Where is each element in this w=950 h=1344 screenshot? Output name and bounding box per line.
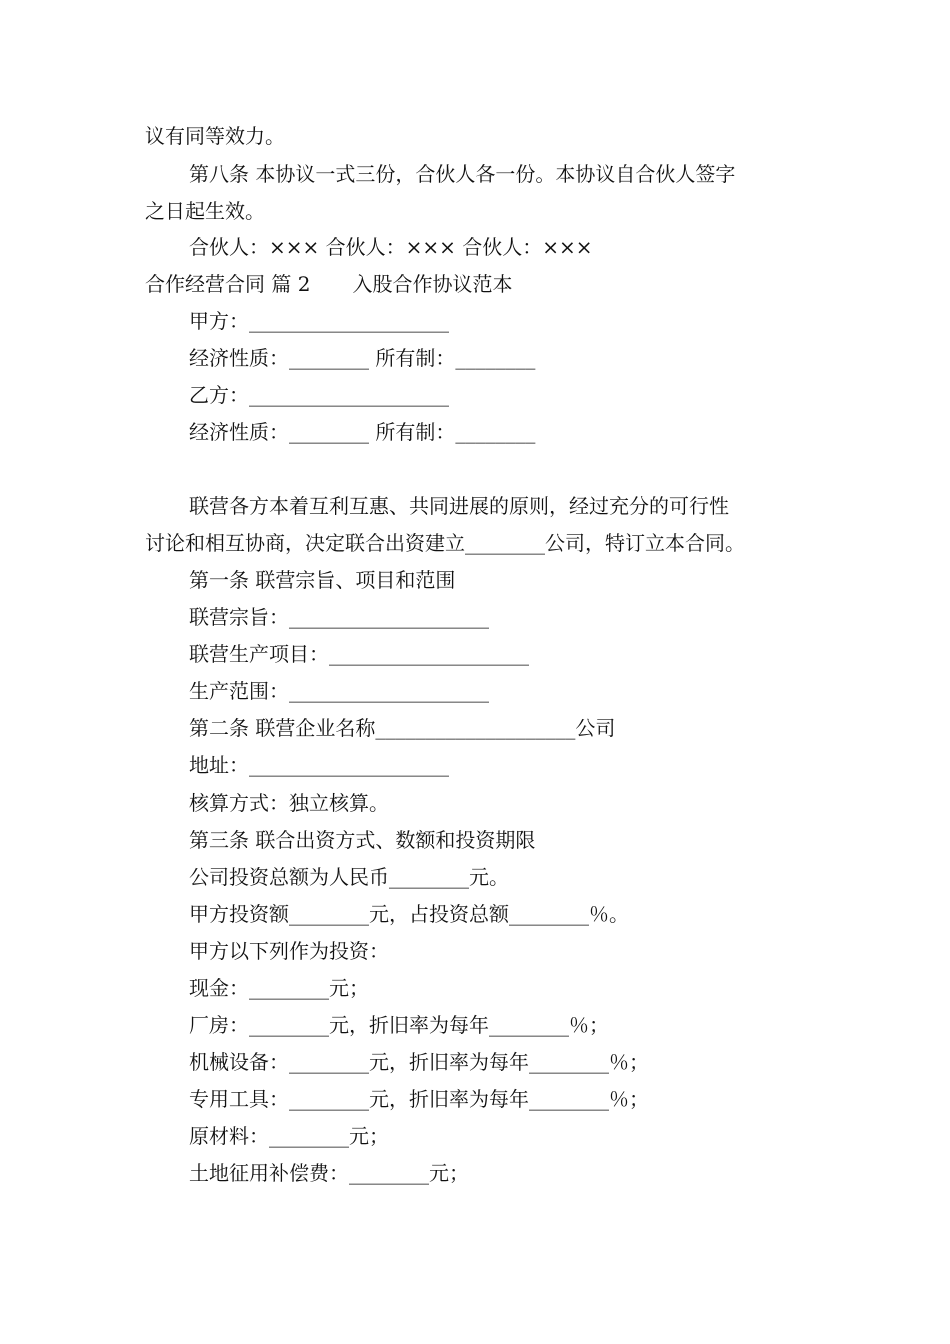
production-project-field: 联营生产项目：____________________ (189, 642, 529, 666)
partner-signature-line: 合伙人：××× 合伙人：××× 合伙人：××× (189, 235, 593, 259)
article-3-heading: 第三条 联合出资方式、数额和投资期限 (189, 828, 536, 852)
cash-field: 现金：________元； (189, 976, 369, 1000)
address-field: 地址：____________________ (189, 753, 449, 777)
paragraph-line: 之日起生效。 (145, 199, 265, 223)
raw-materials-field: 原材料：________元； (189, 1124, 389, 1148)
land-compensation-field: 土地征用补偿费：________元； (189, 1161, 469, 1185)
article-2-heading: 第二条 联营企业名称____________________公司 (189, 716, 616, 740)
production-scope-field: 生产范围：____________________ (189, 679, 489, 703)
machinery-field: 机械设备：________元，折旧率为每年________％； (189, 1050, 649, 1074)
paragraph-line: 议有同等效力。 (145, 124, 285, 148)
purpose-field: 联营宗旨：____________________ (189, 605, 489, 629)
party-a-field: 甲方：____________________ (189, 309, 449, 333)
party-b-field: 乙方：____________________ (189, 383, 449, 407)
preamble-line: 讨论和相互协商，决定联合出资建立________公司，特订立本合同。 (145, 531, 745, 555)
economic-nature-field: 经济性质：________ 所有制：________ (189, 420, 536, 444)
accounting-method-line: 核算方式：独立核算。 (189, 791, 389, 815)
clause-8-line: 第八条 本协议一式三份，合伙人各一份。本协议自合伙人签字 (189, 162, 736, 186)
preamble-line: 联营各方本着互利互惠、共同进展的原则，经过充分的可行性 (189, 494, 729, 518)
total-investment-field: 公司投资总额为人民币________元。 (189, 865, 509, 889)
plant-field: 厂房：________元，折旧率为每年________％； (189, 1013, 609, 1037)
party-a-investment-field: 甲方投资额________元，占投资总额________％。 (189, 902, 629, 926)
section-number: 合作经营合同 篇 2 (145, 272, 311, 296)
economic-nature-field: 经济性质：________ 所有制：________ (189, 346, 536, 370)
section-title: 入股合作协议范本 (352, 272, 513, 296)
investment-list-intro: 甲方以下列作为投资： (189, 939, 389, 963)
article-1-heading: 第一条 联营宗旨、项目和范围 (189, 568, 456, 592)
section-heading (145, 270, 825, 298)
special-tools-field: 专用工具：________元，折旧率为每年________％； (189, 1087, 649, 1111)
